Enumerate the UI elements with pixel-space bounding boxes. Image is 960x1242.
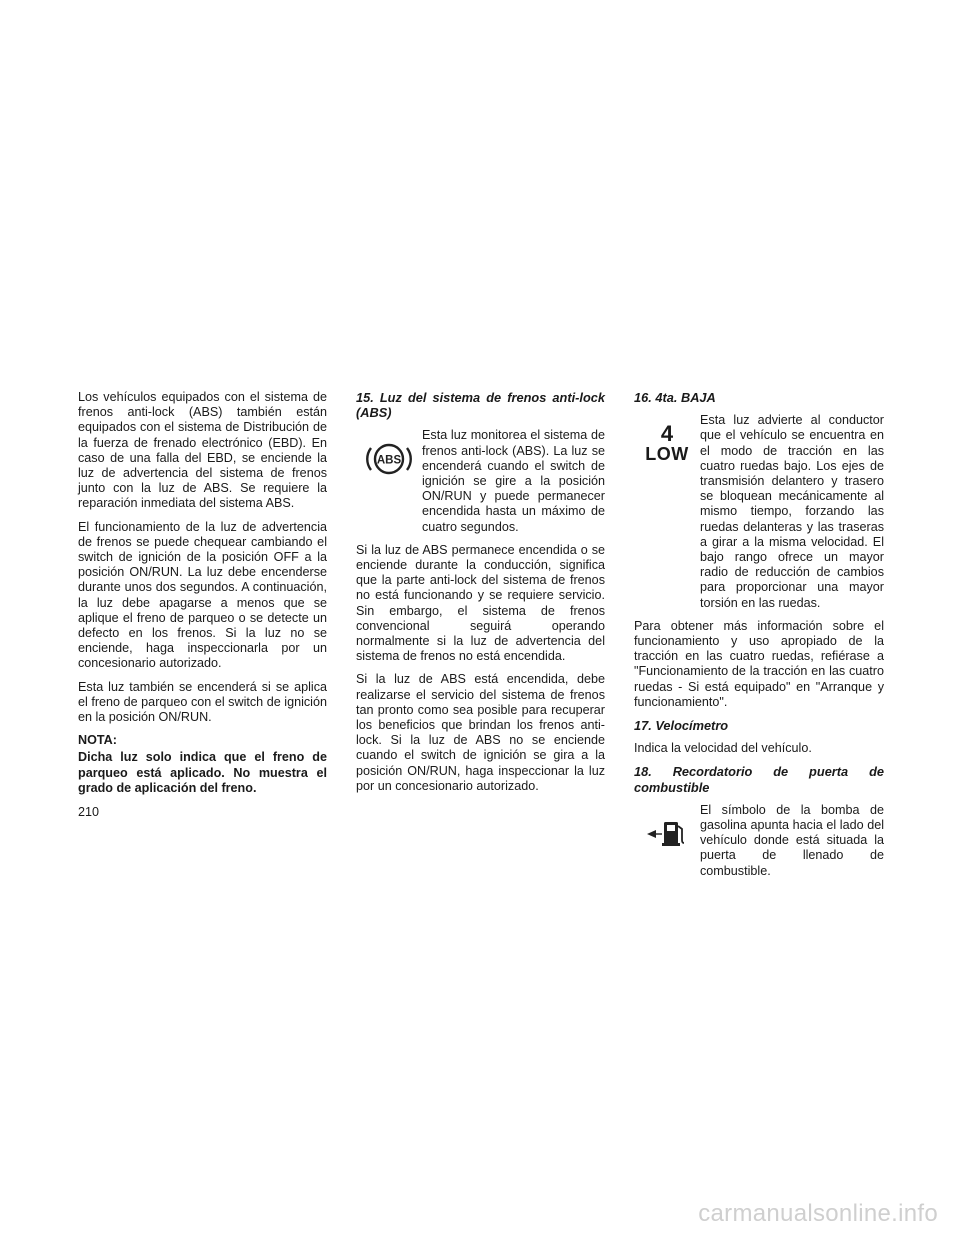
page-number: 210 <box>78 805 100 819</box>
abs-warning-icon <box>356 428 422 490</box>
paragraph-abs-service: Si la luz de ABS está encendida, debe realizarse el servicio del sistema de frenos tan pronto como sea posible para recuperar los beneficios que brindan los frenos anti-lock. Si la luz de ABS no se enciende cuando el switch de ignición se gira a la posición ON/RUN, haga inspeccionar la luz por un concesionario autorizado. <box>356 672 605 793</box>
paragraph-4wd-info: Para obtener más información sobre el funcionamiento y uso apropiado de la tracción en las cuatro ruedas, refiérase a "Funcionamiento de la tracción en las cuatro ruedas - Si está equipado" en "Arranque y funcionamiento". <box>634 618 884 709</box>
svg-text:ABS: ABS <box>376 454 402 467</box>
fuel-door-block <box>634 803 884 879</box>
column-right <box>634 390 884 879</box>
section-18-heading: 18. Recordatorio de puerta de combustible <box>634 764 884 795</box>
paragraph-brake-check: El funcionamiento de la luz de advertencia de frenos se puede chequear cambiando el switch de ignición de la posición OFF a la posición ON/RUN. La luz debe encenderse durante unos dos segundos. A continuación, la luz debe apagarse a menos que se aplique el freno de parqueo o se detecte un defecto en los frenos. Si la luz no se enciende, haga inspeccionarla por un concesionario autorizado. <box>78 519 327 671</box>
section-16-heading: 16. 4ta. BAJA <box>634 390 716 405</box>
section-17-heading: 17. Velocímetro <box>634 718 729 734</box>
abs-block <box>356 428 605 534</box>
column-left <box>78 390 327 804</box>
paragraph-speedometer: Indica la velocidad del vehículo. <box>634 741 812 756</box>
paragraph-ebd: Los vehículos equipados con el sistema de frenos anti-lock (ABS) también están equipados con el sistema de Distribución de la fuerza de frenado electrónico (EBD). En caso de una falla del EBD, se enciende la luz de advertencia del sistema de frenos junto con la luz de ABS. Se requiere la reparación inmediata del sistema ABS. <box>78 390 327 511</box>
paragraph-parking-brake: Esta luz también se encenderá si se aplica el freno de parqueo con el switch de ignición en la posición ON/RUN. <box>78 679 327 725</box>
watermark: carmanualsonline.info <box>698 1200 938 1227</box>
abs-intro-text: Esta luz monitorea el sistema de frenos anti-lock (ABS). La luz se encenderá cuando el switch de ignición se gire a la posición ON/RUN y puede permanecer encendida hasta un máximo de cuatro segundos. <box>422 428 605 534</box>
column-middle <box>356 390 605 802</box>
fuel-pump-icon <box>634 803 700 865</box>
4low-icon: 4 LOW <box>645 421 689 465</box>
note-label: NOTA: <box>78 733 117 748</box>
section-15-heading: 15. Luz del sistema de frenos anti-lock (ABS) <box>356 390 605 421</box>
4low-block <box>634 413 884 611</box>
paragraph-abs-stays-on: Si la luz de ABS permanece encendida o se enciende durante la conducción, significa que la parte anti-lock del sistema de frenos no está funcionando y se requiere servicio. Sin embargo, el sistema de frenos convencional seguirá operando normalmente si la luz de advertencia del sistema de frenos no está encendida. <box>356 542 605 664</box>
fuel-door-intro-text: El símbolo de la bomba de gasolina apunta hacia el lado del vehículo donde está situada la puerta de llenado de combustible. <box>700 802 884 878</box>
4low-intro-text: Esta luz advierte al conductor que el vehículo se encuentra en el modo de tracción en las cuatro ruedas bajo. Los ejes de transmisión delantero y trasero se bloquean mecánicamente al mismo tiempo, forzando las ruedas delanteras y las traseras a girar a la misma velocidad. El bajo rango ofrece un mayor radio de reducción de cambios para proporcionar una mayor torsión en las ruedas. <box>700 413 884 610</box>
note-text: Dicha luz solo indica que el freno de parqueo está aplicado. No muestra el grado de aplicación del freno. <box>78 750 327 795</box>
